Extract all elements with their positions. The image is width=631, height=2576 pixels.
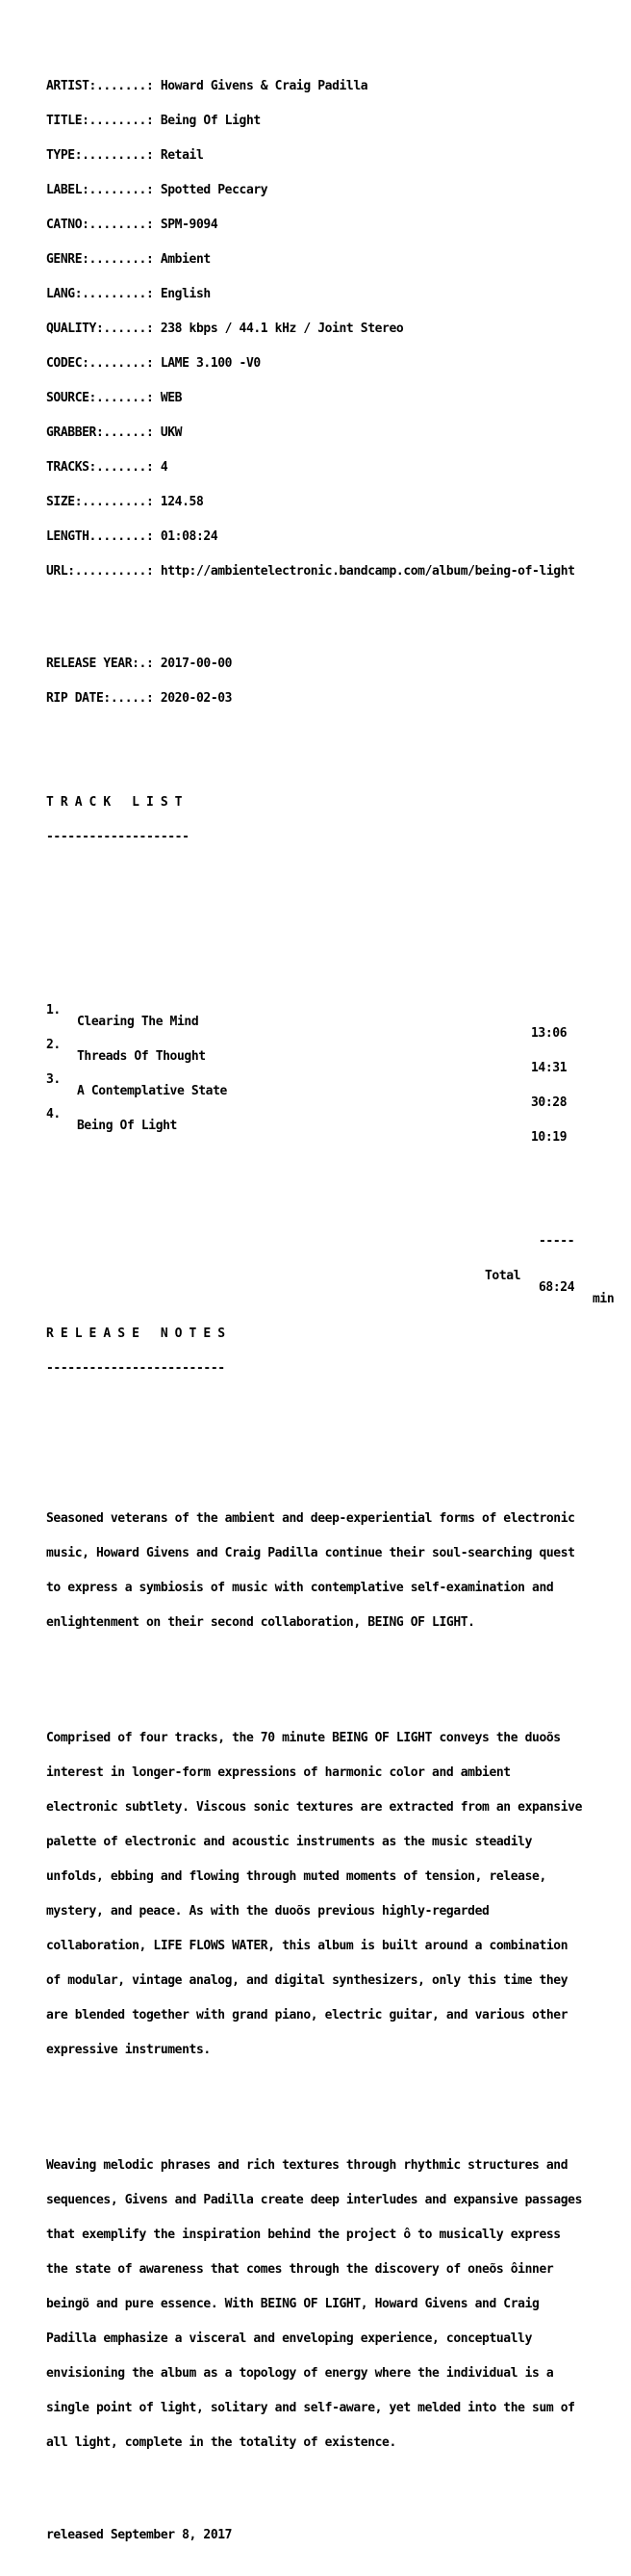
total-separator-row [46,1224,623,1249]
info-quality: QUALITY:......: 238 kbps / 44.1 kHz / Joint Stereo [46,322,404,336]
total-value: 68:24 [539,1280,575,1295]
tracklist-underline: -------------------- [46,830,189,844]
nfo-document [46,35,623,2576]
track-number: 2. [46,1038,61,1052]
notes-line: are blended together with grand piano, electric guitar, and various other [46,2008,568,2022]
notes-line: palette of electronic and acoustic instruments as the music steadily [46,1835,533,1849]
total-row [46,1259,623,1306]
notes-underline: ------------------------- [46,1361,225,1376]
rip-date: RIP DATE:.....: 2020-02-03 [46,691,233,706]
notes-line: interest in longer-form expressions of harmonic color and ambient [46,1765,511,1780]
release-notes [46,1467,623,2564]
notes-heading: R E L E A S E N O T E S [46,1327,225,1341]
info-artist: ARTIST:.......: Howard Givens & Craig Padilla [46,79,368,93]
track-title: Being Of Light [77,1119,177,1133]
info-type: TYPE:.........: Retail [46,148,204,163]
notes-line: enlightenment on their second collaboration, BEING OF LIGHT. [46,1615,475,1630]
track-number: 1. [46,1003,61,1018]
tracklist-heading: T R A C K L I S T [46,795,183,810]
info-source: SOURCE:.......: WEB [46,391,183,405]
released-date: released September 8, 2017 [46,2528,233,2542]
track-title: A Contemplative State [77,1084,227,1098]
track-duration: 10:19 [531,1130,568,1145]
total-label: Total [485,1269,521,1283]
track-duration: 30:28 [531,1095,568,1110]
release-year: RELEASE YEAR:.: 2017-00-00 [46,657,233,671]
track-title: Threads Of Thought [77,1049,206,1064]
notes-line: Comprised of four tracks, the 70 minute BEING OF LIGHT conveys the duoõs [46,1731,561,1745]
notes-line: music, Howard Givens and Craig Padilla continue their soul-searching quest [46,1546,575,1560]
info-length: LENGTH........: 01:08:24 [46,529,218,544]
track-row [46,1063,623,1110]
track-number: 4. [46,1107,61,1121]
track-title: Clearing The Mind [77,1015,199,1029]
notes-paragraph [46,2137,623,2472]
info-lang: LANG:.........: English [46,287,211,301]
notes-line: Padilla emphasize a visceral and enveloping experience, conceptually [46,2331,533,2346]
notes-line: that exemplify the inspiration behind the project ô to musically express [46,2228,561,2242]
info-url: URL:..........: http://ambientelectronic.bandcamp.com/album/being-of-light [46,564,575,579]
info-genre: GENRE:........: Ambient [46,252,211,267]
notes-paragraph [46,1490,623,1652]
notes-line: mystery, and peace. As with the duoõs previous highly-regarded [46,1904,490,1919]
info-tracks: TRACKS:.......: 4 [46,460,168,475]
notes-line: unfolds, ebbing and flowing through muted moments of tension, release, [46,1869,546,1884]
notes-line: beingö and pure essence. With BEING OF LIGHT, Howard Givens and Craig [46,2297,540,2311]
notes-line: electronic subtlety. Viscous sonic textures are extracted from an expansive [46,1800,582,1815]
notes-line: the state of awareness that comes through the discovery of oneõs ôinner [46,2262,554,2277]
notes-line: to express a symbiosis of music with contemplative self-examination and [46,1581,554,1595]
track-duration: 13:06 [531,1026,568,1041]
notes-line: Seasoned veterans of the ambient and deep-experiential forms of electronic [46,1511,575,1526]
total-unit: min [593,1292,615,1306]
track-row [46,993,623,1041]
info-codec: CODEC:........: LAME 3.100 -V0 [46,356,261,371]
track-number: 3. [46,1072,61,1087]
track-row [46,1028,623,1075]
info-title: TITLE:........: Being Of Light [46,114,261,128]
track-list [46,970,623,1145]
info-catno: CATNO:........: SPM-9094 [46,218,218,232]
notes-line: single point of light, solitary and self-aware, yet melded into the sum of [46,2401,575,2415]
info-block [46,58,623,601]
info-grabber: GRABBER:......: UKW [46,425,183,440]
notes-line: Weaving melodic phrases and rich textures through rhythmic structures and [46,2158,568,2173]
notes-line: all light, complete in the totality of existence. [46,2435,396,2450]
notes-line: of modular, vintage analog, and digital synthesizers, only this time they [46,1973,568,1988]
total-separator: ----- [539,1234,575,1249]
notes-line: sequences, Givens and Padilla create deep interludes and expansive passages [46,2193,582,2207]
info-size: SIZE:.........: 124.58 [46,495,204,509]
notes-paragraph [46,1710,623,2079]
track-row [46,1097,623,1145]
track-duration: 14:31 [531,1061,568,1075]
info-label: LABEL:........: Spotted Peccary [46,183,268,197]
notes-line: expressive instruments. [46,2043,211,2057]
notes-line: envisioning the album as a topology of energy where the individual is a [46,2366,554,2381]
notes-line: collaboration, LIFE FLOWS WATER, this album is built around a combination [46,1939,568,1953]
